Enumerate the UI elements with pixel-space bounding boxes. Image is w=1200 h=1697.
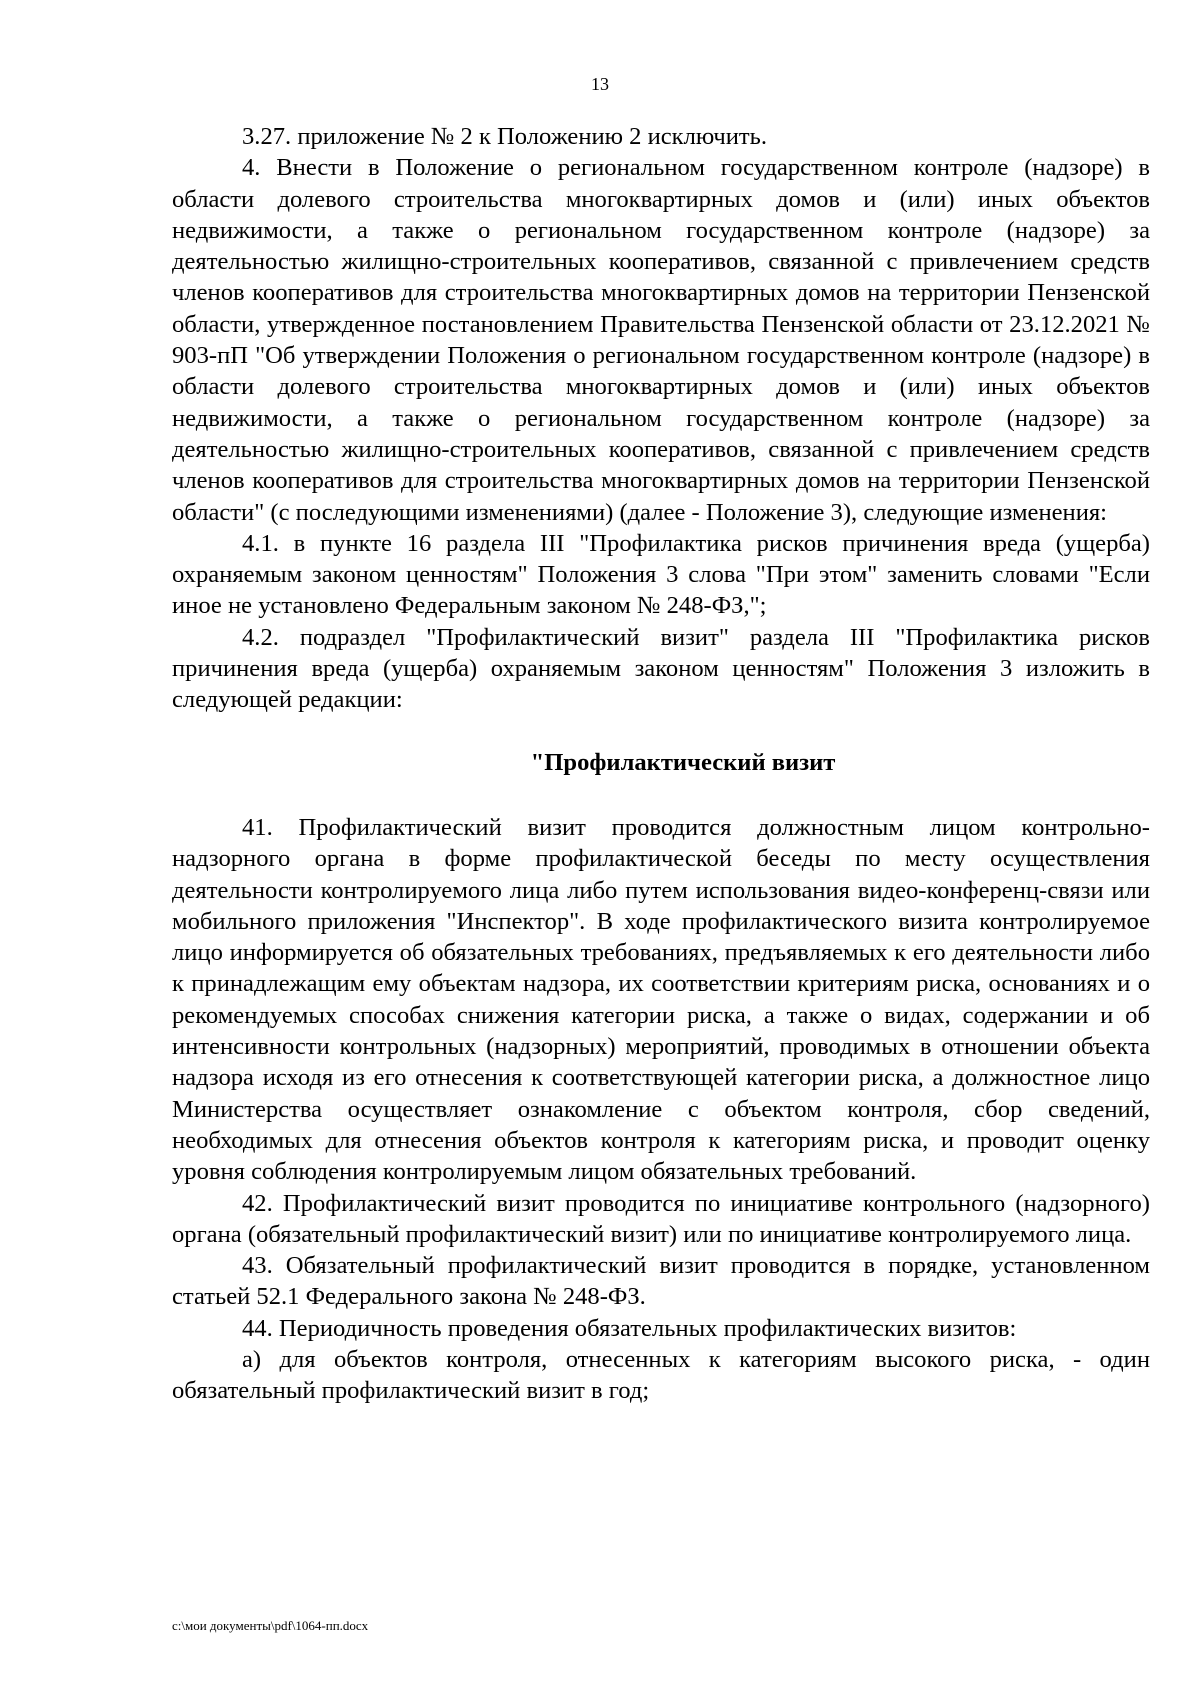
footer-file-path: c:\мои документы\pdf\1064-пп.docx [172,1618,369,1633]
paragraph-44-a: а) для объектов контроля, отнесенных к категориям высокого риска, - один обязательный профилактический визит в год; [172,1345,1150,1405]
spacer [172,716,1150,747]
spacer [172,778,1150,812]
paragraph-3-27: 3.27. приложение № 2 к Положению 2 исключить. [242,123,767,150]
page-number: 13 [591,74,609,94]
paragraph-4-2: 4.2. подраздел "Профилактический визит" раздела III "Профилактика рисков причинения вреда (ущерба) охраняемым законом ценностям" Положения 3 изложить в следующей редакции: [172,623,1150,714]
paragraph-41: 41. Профилактический визит проводится должностным лицом контрольно-надзорного органа в форме профилактической беседы по месту осуществления деятельности контролируемого лица либо путем использования видео-конференц-связи или мобильного приложения "Инспектор". В ходе профилактического визита контролируемое лицо информируется об обязательных требованиях, предъявляемых к его деятельности либо к принадлежащим ему объектам надзора, их соответствии критериям риска, основаниях и о рекомендуемых способах снижения категории риска, а также о видах, содержании и об интенсивности контрольных (надзорных) мероприятий, проводимых в отношении объекта надзора исходя из его отнесения к соответствующей категории риска, а должностное лицо Министерства осуществляет ознакомление с объектом контроля, сбор сведений, необходимых для отнесения объектов контроля к категориям риска, и проводит оценку уровня соблюдения контролируемым лицом обязательных требований. [172,813,1150,1186]
paragraph-43: 43. Обязательный профилактический визит проводится в порядке, установленном статьей 52.1 Федерального закона № 248-ФЗ. [172,1252,1150,1311]
paragraph-44: 44. Периодичность проведения обязательных профилактических визитов: [242,1314,1017,1342]
document-body [172,121,1150,1407]
paragraph-42: 42. Профилактический визит проводится по инициативе контрольного (надзорного) органа (обязательный профилактический визит) или по инициативе контролируемого лица. [172,1189,1150,1248]
paragraph-4: 4. Внести в Положение о региональном государственном контроле (надзоре) в области долевого строительства многоквартирных домов и (или) иных объектов недвижимости, а также о региональном государственном контроле (надзоре) за деятельностью жилищно-строительных кооперативов, связанной с привлечением средств членов кооперативов для строительства многоквартирных домов на территории Пензенской области, утвержденное постановлением Правительства Пензенской области от 23.12.2021 № 903-пП "Об утверждении Положения о региональном государственном контроле (надзоре) в области долевого строительства многоквартирных домов и (или) иных объектов недвижимости, а также о региональном государственном контроле (надзоре) за деятельностью жилищно-строительных кооперативов, связанной с привлечением средств членов кооперативов для строительства многоквартирных домов на территории Пензенской области" (с последующими изменениями) (далее - Положение 3), следующие изменения: [172,154,1150,526]
paragraph-4-1: 4.1. в пункте 16 раздела III "Профилактика рисков причинения вреда (ущерба) охраняемым законом ценностям" Положения 3 слова "При этом" заменить словами "Если иное не установлено Федеральным законом № 248-ФЗ,"; [172,529,1150,620]
section-heading: "Профилактический визит [530,748,836,776]
